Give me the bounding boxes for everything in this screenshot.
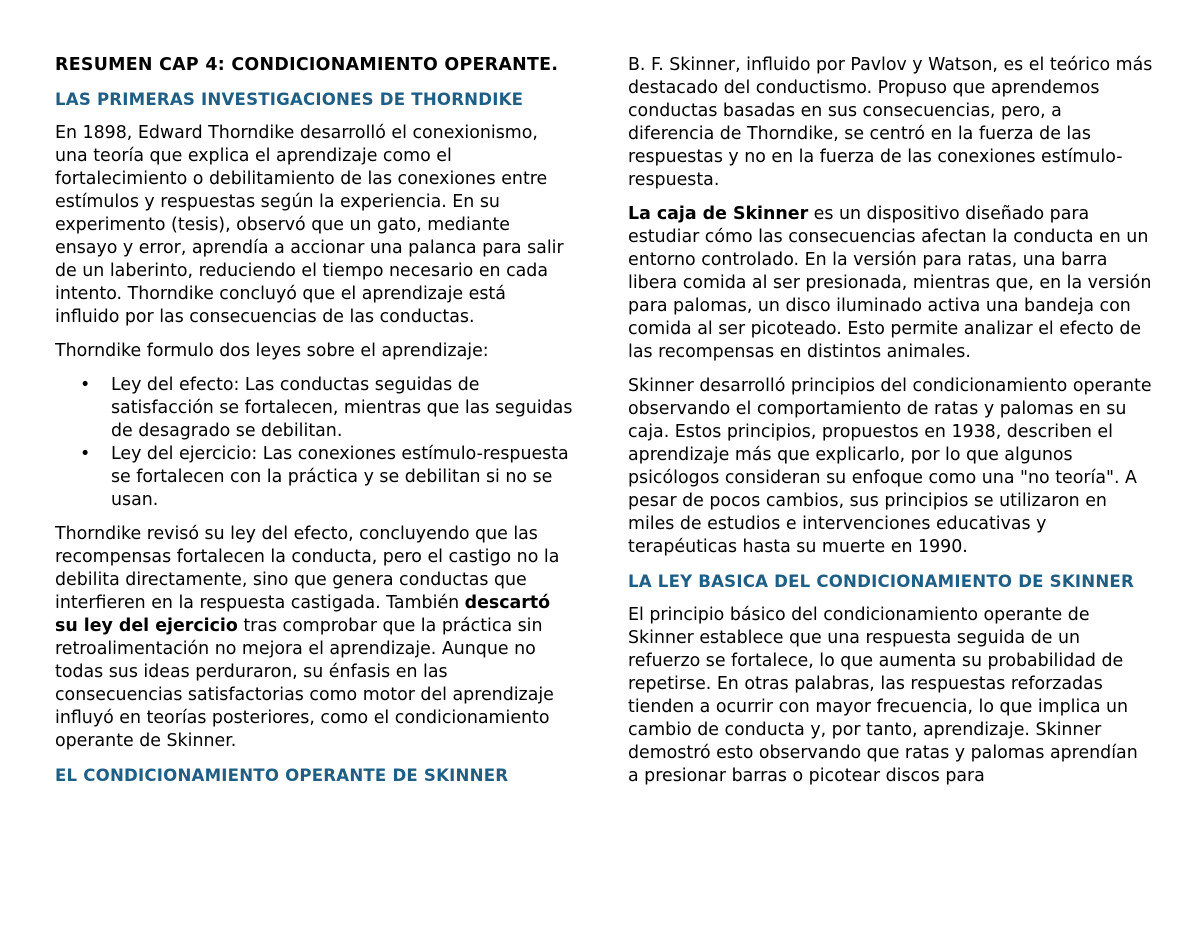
document-title: RESUMEN CAP 4: CONDICIONAMIENTO OPERANTE. — [55, 55, 559, 75]
left-column — [55, 54, 575, 798]
paragraph-principio-basico: El principio básico del condicionamiento operante de Skinner establece que una respuesta seguida de un refuerzo se fortalece, lo que aumenta su probabilidad de repetirse. En otras palabras, las respuestas reforzadas tienden a ocurrir con mayor frecuencia, lo que implica un cambio de conducta y, por tanto, aprendizaje. Skinner demostró esto observando que ratas y palomas aprendían a presionar barras o picotear discos para — [628, 605, 1138, 786]
list-item-ley-efecto — [55, 374, 575, 443]
list-item-text: Ley del efecto: Las conductas seguidas de satisfacción se fortalecen, mientras que las seguidas de desagrado se debilitan. — [111, 375, 573, 441]
bullet-icon: • — [80, 375, 91, 395]
paragraph-principios: Skinner desarrolló principios del condicionamiento operante observando el comportamiento de ratas y palomas en su caja. Estos principios, propuestos en 1938, describen el aprendizaje más que explicarlo, por lo que algunos psicólogos consideran su enfoque como una "no teoría". A pesar de pocos cambios, sus principios se utilizaron en miles de estudios e intervenciones educativas y terapéuticas hasta su muerte en 1990. — [628, 376, 1152, 557]
section-heading-skinner: EL CONDICIONAMIENTO OPERANTE DE SKINNER — [55, 766, 509, 785]
paragraph-caja-skinner — [628, 203, 1153, 364]
paragraph-leyes-intro: Thorndike formulo dos leyes sobre el aprendizaje: — [55, 341, 489, 361]
right-column — [628, 54, 1153, 799]
bullet-icon: • — [80, 444, 91, 464]
laws-list — [55, 374, 575, 512]
paragraph-revision-ley-efecto — [55, 523, 575, 753]
paragraph-skinner-intro: B. F. Skinner, influido por Pavlov y Watson, es el teórico más destacado del conductismo. Propuso que aprendemos conductas basadas en sus consecuencias, pero, a diferencia de Thorndike, se centró en la fuerza de las respuestas y no en la fuerza de las conexiones estímulo-respuesta. — [628, 55, 1153, 190]
section-heading-thorndike: LAS PRIMERAS INVESTIGACIONES DE THORNDIKE — [55, 90, 524, 109]
bold-text: descartó su ley del ejercicio — [55, 593, 551, 636]
paragraph-conexionismo: En 1898, Edward Thorndike desarrolló el conexionismo, una teoría que explica el aprendizaje como el fortalecimiento o debilitamiento de las conexiones entre estímulos y respuestas según la experiencia. En su experimento (tesis), observó que un gato, mediante ensayo y error, aprendía a accionar una palanca para salir de un laberinto, reduciendo el tiempo necesario en cada intento. Thorndike concluyó que el aprendizaje está influido por las consecuencias de las conductas. — [55, 123, 564, 327]
paragraph-text: tras comprobar que la práctica sin retroalimentación no mejora el aprendizaje. Aunque no todas sus ideas perduraron, su énfasis en las consecuencias satisfactorias como motor del aprendizaje influyó en teorías posteriores, como el condicionamiento operante de Skinner. — [55, 616, 554, 751]
bold-text: La caja de Skinner — [628, 204, 809, 224]
list-item-text: Ley del ejercicio: Las conexiones estímulo-respuesta se fortalecen con la práctica y se debilitan si no se usan. — [111, 444, 569, 510]
paragraph-text: es un dispositivo diseñado para estudiar cómo las consecuencias afectan la conducta en un entorno controlado. En la versión para ratas, una barra libera comida al ser presionada, mientras que, en la versión para palomas, un disco iluminado activa una bandeja con comida al ser picoteado. Esto permite analizar el efecto de las recompensas en distintos animales. — [628, 204, 1152, 362]
list-item-ley-ejercicio — [55, 443, 575, 512]
paragraph-text: Thorndike revisó su ley del efecto, concluyendo que las recompensas fortalecen la conducta, pero el castigo no la debilita directamente, sino que genera conductas que interfieren en la respuesta castigada. También — [55, 524, 560, 613]
section-heading-ley-basica: LA LEY BASICA DEL CONDICIONAMIENTO DE SKINNER — [628, 572, 1134, 591]
